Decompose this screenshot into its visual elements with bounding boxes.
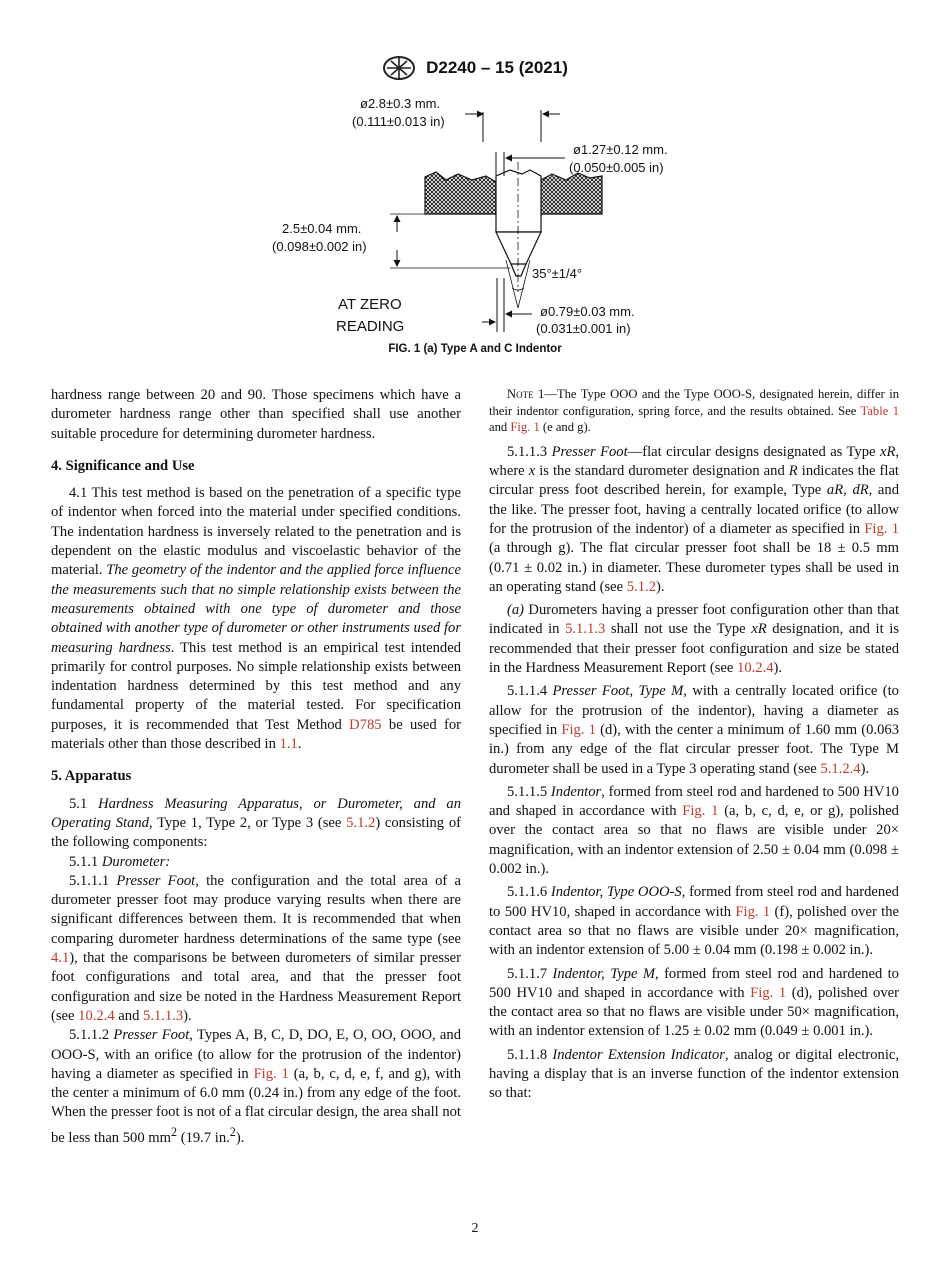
indentor-cone — [496, 232, 541, 264]
indentor-shaft — [496, 170, 541, 232]
page-header — [0, 55, 950, 81]
angle-dim: 35°±1/4° — [532, 266, 583, 281]
indentor-diagram — [260, 92, 690, 342]
link-5-1-1-3[interactable]: 5.1.1.3 — [143, 1007, 184, 1024]
section-5-heading: 5. Apparatus — [51, 768, 132, 785]
link-fig-1[interactable]: Fig. 1 — [735, 903, 771, 920]
link-5-1-2-4[interactable]: 5.1.2.4 — [820, 760, 861, 777]
paragraph-5-1-1: 5.1.1 Durometer: — [69, 853, 171, 870]
paragraph-5-1-1-8: 5.1.1.8 Indentor Extension Indicator, analog or digital electronic, having a display that is an inverse function of the indentor extension so that: — [489, 1046, 900, 1102]
presser-foot-right — [541, 173, 602, 214]
left-column — [51, 386, 461, 1148]
orifice-dim-mm: ø2.8±0.3 mm. — [360, 96, 441, 111]
paragraph-5-1-1-3: 5.1.1.3 Presser Foot—flat circular designs designated as Type xR, where x is the standard durometer designation and R indicates the flat circular press foot described herein, for example, Type aR, dR, and the like. The presser foot, having a centrally located orifice (to allow for the protrusion of the indentor) of a diameter as specified in Fig. 1 (a through g). The flat circular presser foot shall be 18 ± 0.5 mm (0.71 ± 0.02 in.) in diameter. These durometer types shall be used in an operating stand (see 5.1.2). — [489, 443, 900, 595]
astm-logo-icon — [382, 55, 416, 81]
indentor-tip — [511, 264, 526, 276]
paragraph-5-1-1-2: 5.1.1.2 Presser Foot, Types A, B, C, D, DO, E, O, OO, OOO, and OOO-S, with an orifice (to allow for the protrusion of the indentor) having a diameter as specified in Fig. 1 (a, b, c, d, e, f, and g), with the center a minimum of 6.0 mm (0.24 in.) from any edge of the foot. When the presser foot is not of a flat circular design, the area shall not be less than 500 $mm^2$ (19.7 in.$^2$). — [51, 1027, 461, 1146]
standard-designation: D2240 – 15 (2021) — [426, 58, 568, 77]
paragraph-a: (a) Durometers having a presser foot configuration other than that indicated in 5.1.1.3 shall not use the Type xR designation, and it is recommended that their presser foot configuration and size be stated in the Hardness Measurement Report (see 10.2.4). — [489, 602, 900, 677]
link-fig-1[interactable]: Fig. 1 — [253, 1065, 289, 1082]
page-number: 2 — [471, 1221, 479, 1236]
link-fig-1[interactable]: Fig. 1 — [864, 520, 899, 537]
link-fig-1[interactable]: Fig. 1 — [510, 420, 540, 435]
point-dim-mm: ø0.79±0.03 mm. — [540, 304, 635, 319]
link-d785[interactable]: D785 — [349, 716, 382, 733]
point-dim-in: (0.031±0.001 in) — [536, 321, 631, 336]
paragraph-5-1-1-6: 5.1.1.6 Indentor, Type OOO-S, formed from steel rod and hardened to 500 HV10, shaped in accordance with Fig. 1 (f), polished over the contact area so that no flaws are visible under 20× magnification, with an indentor extension of 5.00 ± 0.04 mm (0.198 ± 0.002 in.). — [489, 884, 899, 959]
link-10-2-4[interactable]: 10.2.4 — [78, 1007, 115, 1024]
paragraph-continued: hardness range between 20 and 90. Those specimens which have a durometer hardness range other than specified shall use another suitable procedure for determining durometer hardness. — [51, 387, 461, 442]
figure-caption: FIG. 1 (a) Type A and C Indentor — [388, 343, 562, 355]
link-5-1-2[interactable]: 5.1.2 — [346, 814, 376, 831]
extension-dim-mm: 2.5±0.04 mm. — [282, 221, 362, 236]
link-5-1-1-3[interactable]: 5.1.1.3 — [565, 621, 606, 638]
right-column — [489, 386, 899, 1104]
paragraph-5-1-1-1: 5.1.1.1 Presser Foot, the configuration and the total area of a durometer presser foot may produce varying results when there are significant differences between them. It is recommended that when comparing durometer hardness determinations of the same type (see 4.1), that the comparisons be between durometers of similar presser foot configurations and total area, and that the presser foot configuration and size be noted in the Hardness Measurement Report (see 10.2.4 and 5.1.1.3). — [51, 872, 461, 1024]
link-4-1[interactable]: 4.1 — [51, 950, 70, 967]
tip-dim-in: (0.050±0.005 in) — [569, 160, 664, 175]
link-fig-1[interactable]: Fig. 1 — [750, 984, 787, 1001]
presser-foot-left — [425, 172, 496, 214]
paragraph-5-1-1-5: 5.1.1.5 Indentor, formed from steel rod and hardened to 500 HV10 and shaped in accordance with Fig. 1 (a, b, c, d, e, or g), polished over the contact area so that no flaws are visible under 20× magnification, with an indentor extension of 2.50 ± 0.04 mm (0.098 ± 0.002 in.). — [489, 783, 899, 878]
note-1: Note 1—The Type OOO and the Type OOO-S, designated herein, differ in their indentor configuration, spring force, and the results obtained. See Table 1 and Fig. 1 (e and g). — [489, 387, 900, 435]
section-4-heading: 4. Significance and Use — [51, 457, 195, 474]
paragraph-5-1-1-7: 5.1.1.7 Indentor, Type M, formed from steel rod and hardened to 500 HV10 and shaped in accordance with Fig. 1 (d), polished over the contact area so that no flaws are visible under 50× magnification, with an indentor extension of 1.25 ± 0.02 mm (0.049 ± 0.001 in.). — [489, 965, 899, 1040]
link-fig-1[interactable]: Fig. 1 — [561, 721, 596, 738]
paragraph-5-1: 5.1 Hardness Measuring Apparatus, or Durometer, and an Operating Stand, Type 1, Type 2, or Type 3 (see 5.1.2) consisting of the following components: — [51, 795, 462, 851]
paragraph-4-1: 4.1 This test method is based on the penetration of a specific type of indentor when forced into the material under specified conditions. The indentation hardness is inversely related to the penetration and is dependent on the elastic modulus and viscoelastic behavior of the material. The geometry of the indentor and the applied force influence the measurements such that no simple relationship exists between the measurements obtained with one type of durometer and those obtained with another type of durometer or other instruments used for measuring hardness. This test method is an empirical test intended primarily for control purposes. No simple relationship exists between indentation hardness determined by this test method and any fundamental property of the material tested. For specification purposes, it is recommended that Test Method D785 be used for materials other than those described in 1.1. — [51, 485, 461, 753]
link-table-1[interactable]: Table 1 — [860, 403, 900, 418]
zero-reading-line2: READING — [336, 318, 405, 335]
link-fig-1[interactable]: Fig. 1 — [682, 803, 719, 820]
paragraph-5-1-1-4: 5.1.1.4 Presser Foot, Type M, with a centrally located orifice (to allow for the protrusion of the indentor), having a diameter as specified in Fig. 1 (d), with the center a minimum of 1.60 mm (0.063 in.) from any edge of the flat circular presser foot. The Type M durometer shall be used in a Type 3 operating stand (see 5.1.2.4). — [489, 683, 900, 777]
link-10-2-4[interactable]: 10.2.4 — [737, 660, 774, 677]
link-1-1[interactable]: 1.1 — [279, 736, 298, 753]
link-5-1-2[interactable]: 5.1.2 — [626, 578, 656, 595]
zero-reading-line1: AT ZERO — [338, 296, 402, 313]
extension-dim-in: (0.098±0.002 in) — [272, 239, 367, 254]
tip-dim-mm: ø1.27±0.12 mm. — [573, 142, 668, 157]
orifice-dim-in: (0.111±0.013 in) — [352, 114, 445, 129]
